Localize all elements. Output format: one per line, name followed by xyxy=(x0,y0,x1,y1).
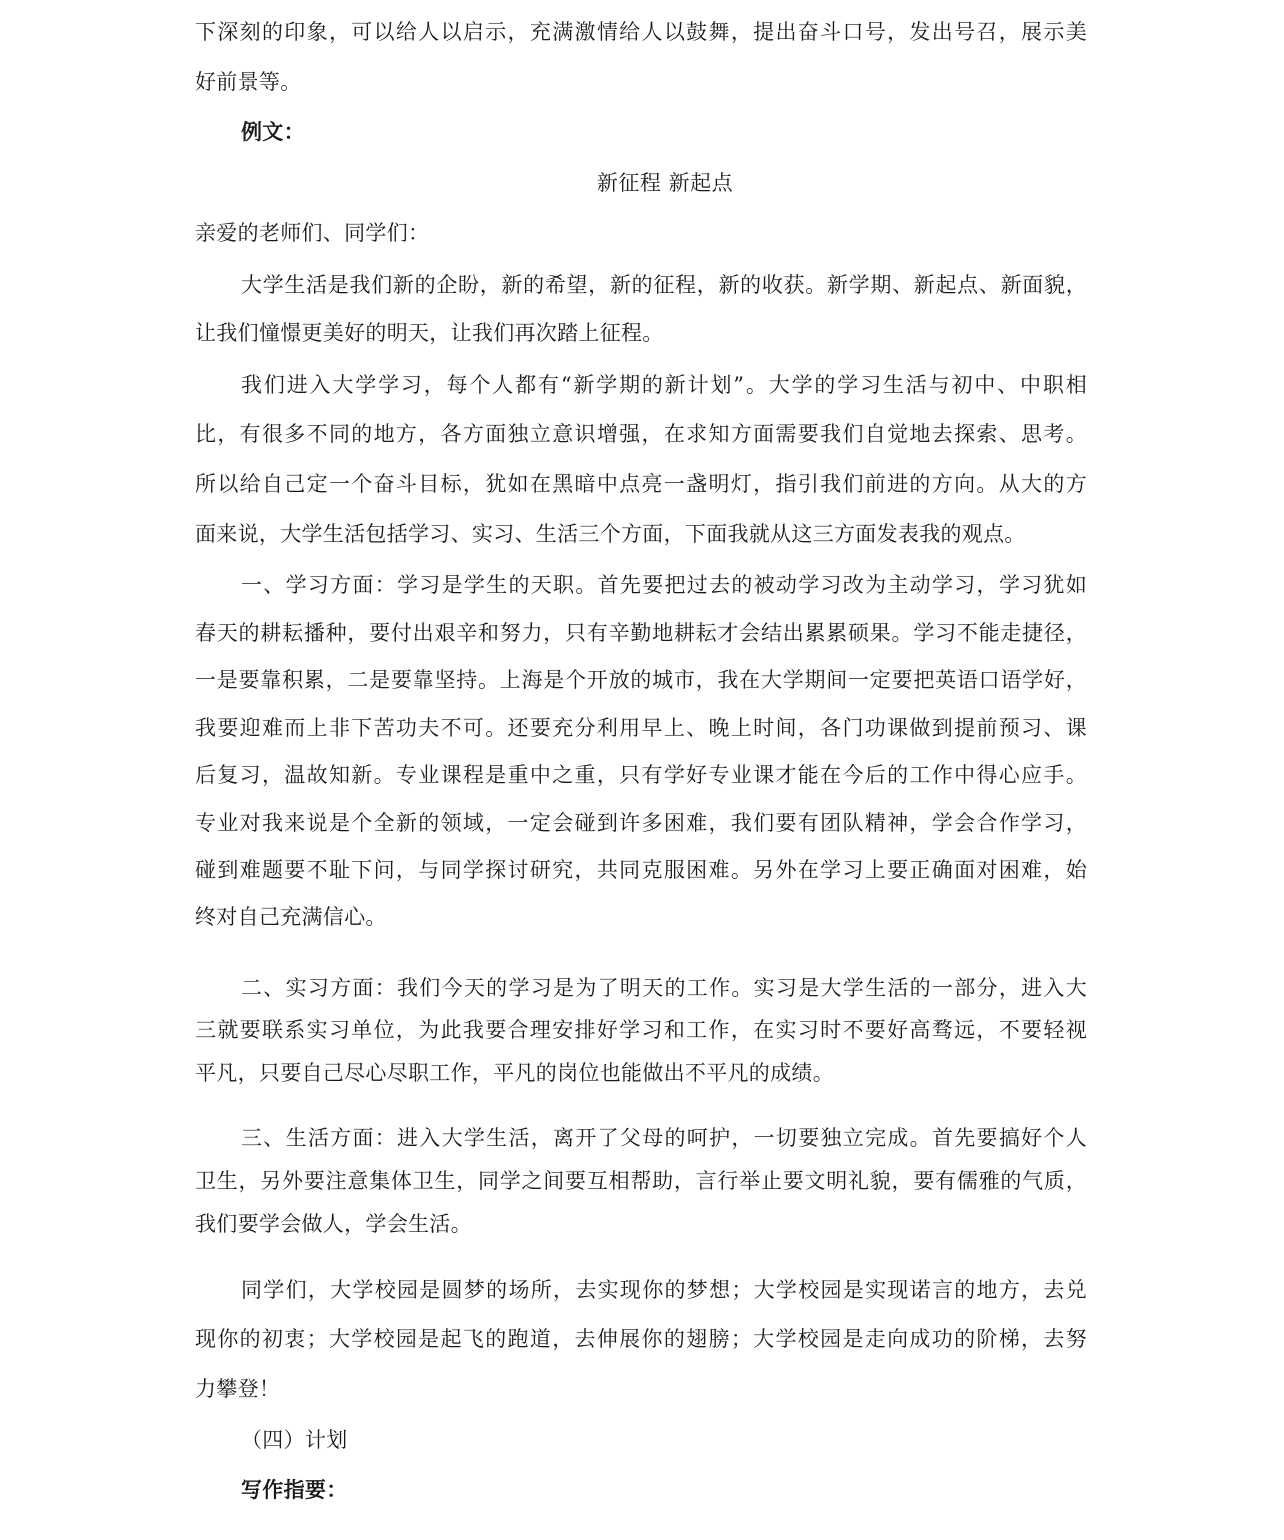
paragraph-4-line: 三就要联系实习单位，为此我要合理安排好学习和工作，在实习时不要好高骛远，不要轻视 xyxy=(195,1018,1087,1042)
paragraph-3-line: 专业对我来说是个全新的领域，一定会碰到许多困难，我们要有团队精神，学会合作学习， xyxy=(195,811,1087,835)
paragraph-3-line: 春天的耕耘播种，要付出艰辛和努力，只有辛勤地耕耘才会结出累累硕果。学习不能走捷径， xyxy=(195,621,1087,645)
example-label: 例文： xyxy=(241,120,305,144)
paragraph-3-line: 我要迎难而上非下苦功夫不可。还要充分利用早上、晚上时间，各门功课做到提前预习、课 xyxy=(195,716,1087,740)
paragraph-6-line: 力攀登！ xyxy=(195,1377,281,1401)
intro-line-1: 下深刻的印象，可以给人以启示，充满激情给人以鼓舞，提出奋斗口号，发出号召，展示美 xyxy=(195,20,1087,44)
paragraph-2-line: 我们进入大学学习，每个人都有“新学期的新计划”。大学的学习生活与初中、中职相 xyxy=(241,373,1087,397)
paragraph-2-line: 比，有很多不同的地方，各方面独立意识增强，在求知方面需要我们自觉地去探索、思考。 xyxy=(195,422,1087,446)
paragraph-5-line: 三、生活方面：进入大学生活，离开了父母的呵护，一切要独立完成。首先要搞好个人 xyxy=(241,1126,1087,1150)
paragraph-3-line: 后复习，温故知新。专业课程是重中之重，只有学好专业课才能在今后的工作中得心应手。 xyxy=(195,763,1087,787)
paragraph-4-line: 平凡，只要自己尽心尽职工作，平凡的岗位也能做出不平凡的成绩。 xyxy=(195,1061,834,1085)
paragraph-3-line: 一是要靠积累，二是要靠坚持。上海是个开放的城市，我在大学期间一定要把英语口语学好， xyxy=(195,668,1087,692)
paragraph-3-line: 碰到难题要不耻下问，与同学探讨研究，共同克服困难。另外在学习上要正确面对困难，始 xyxy=(195,858,1087,882)
paragraph-6-line: 现你的初衷；大学校园是起飞的跑道，去伸展你的翅膀；大学校园是走向成功的阶梯，去努 xyxy=(195,1327,1087,1351)
section-heading: （四）计划 xyxy=(241,1428,348,1452)
paragraph-3-line: 一、学习方面：学习是学生的天职。首先要把过去的被动学习改为主动学习，学习犹如 xyxy=(241,573,1087,597)
paragraph-3-line: 终对自己充满信心。 xyxy=(195,905,387,929)
intro-line-2: 好前景等。 xyxy=(195,70,302,94)
paragraph-6-line: 同学们，大学校园是圆梦的场所，去实现你的梦想；大学校园是实现诺言的地方，去兑 xyxy=(241,1278,1087,1302)
paragraph-2-line: 所以给自己定一个奋斗目标，犹如在黑暗中点亮一盏明灯，指引我们前进的方向。从大的方 xyxy=(195,472,1087,496)
paragraph-1-line: 让我们憧憬更美好的明天，让我们再次踏上征程。 xyxy=(195,321,664,345)
writing-guide-label: 写作指要： xyxy=(241,1478,348,1502)
paragraph-1-line: 大学生活是我们新的企盼，新的希望，新的征程，新的收获。新学期、新起点、新面貌， xyxy=(241,273,1087,297)
essay-title: 新征程 新起点 xyxy=(596,171,734,195)
salutation: 亲爱的老师们、同学们： xyxy=(195,221,430,245)
paragraph-5-line: 我们要学会做人，学会生活。 xyxy=(195,1212,472,1236)
paragraph-4-line: 二、实习方面：我们今天的学习是为了明天的工作。实习是大学生活的一部分，进入大 xyxy=(241,976,1087,1000)
paragraph-5-line: 卫生，另外要注意集体卫生，同学之间要互相帮助，言行举止要文明礼貌，要有儒雅的气质， xyxy=(195,1169,1087,1193)
paragraph-2-line: 面来说，大学生活包括学习、实习、生活三个方面，下面我就从这三方面发表我的观点。 xyxy=(195,522,1026,546)
